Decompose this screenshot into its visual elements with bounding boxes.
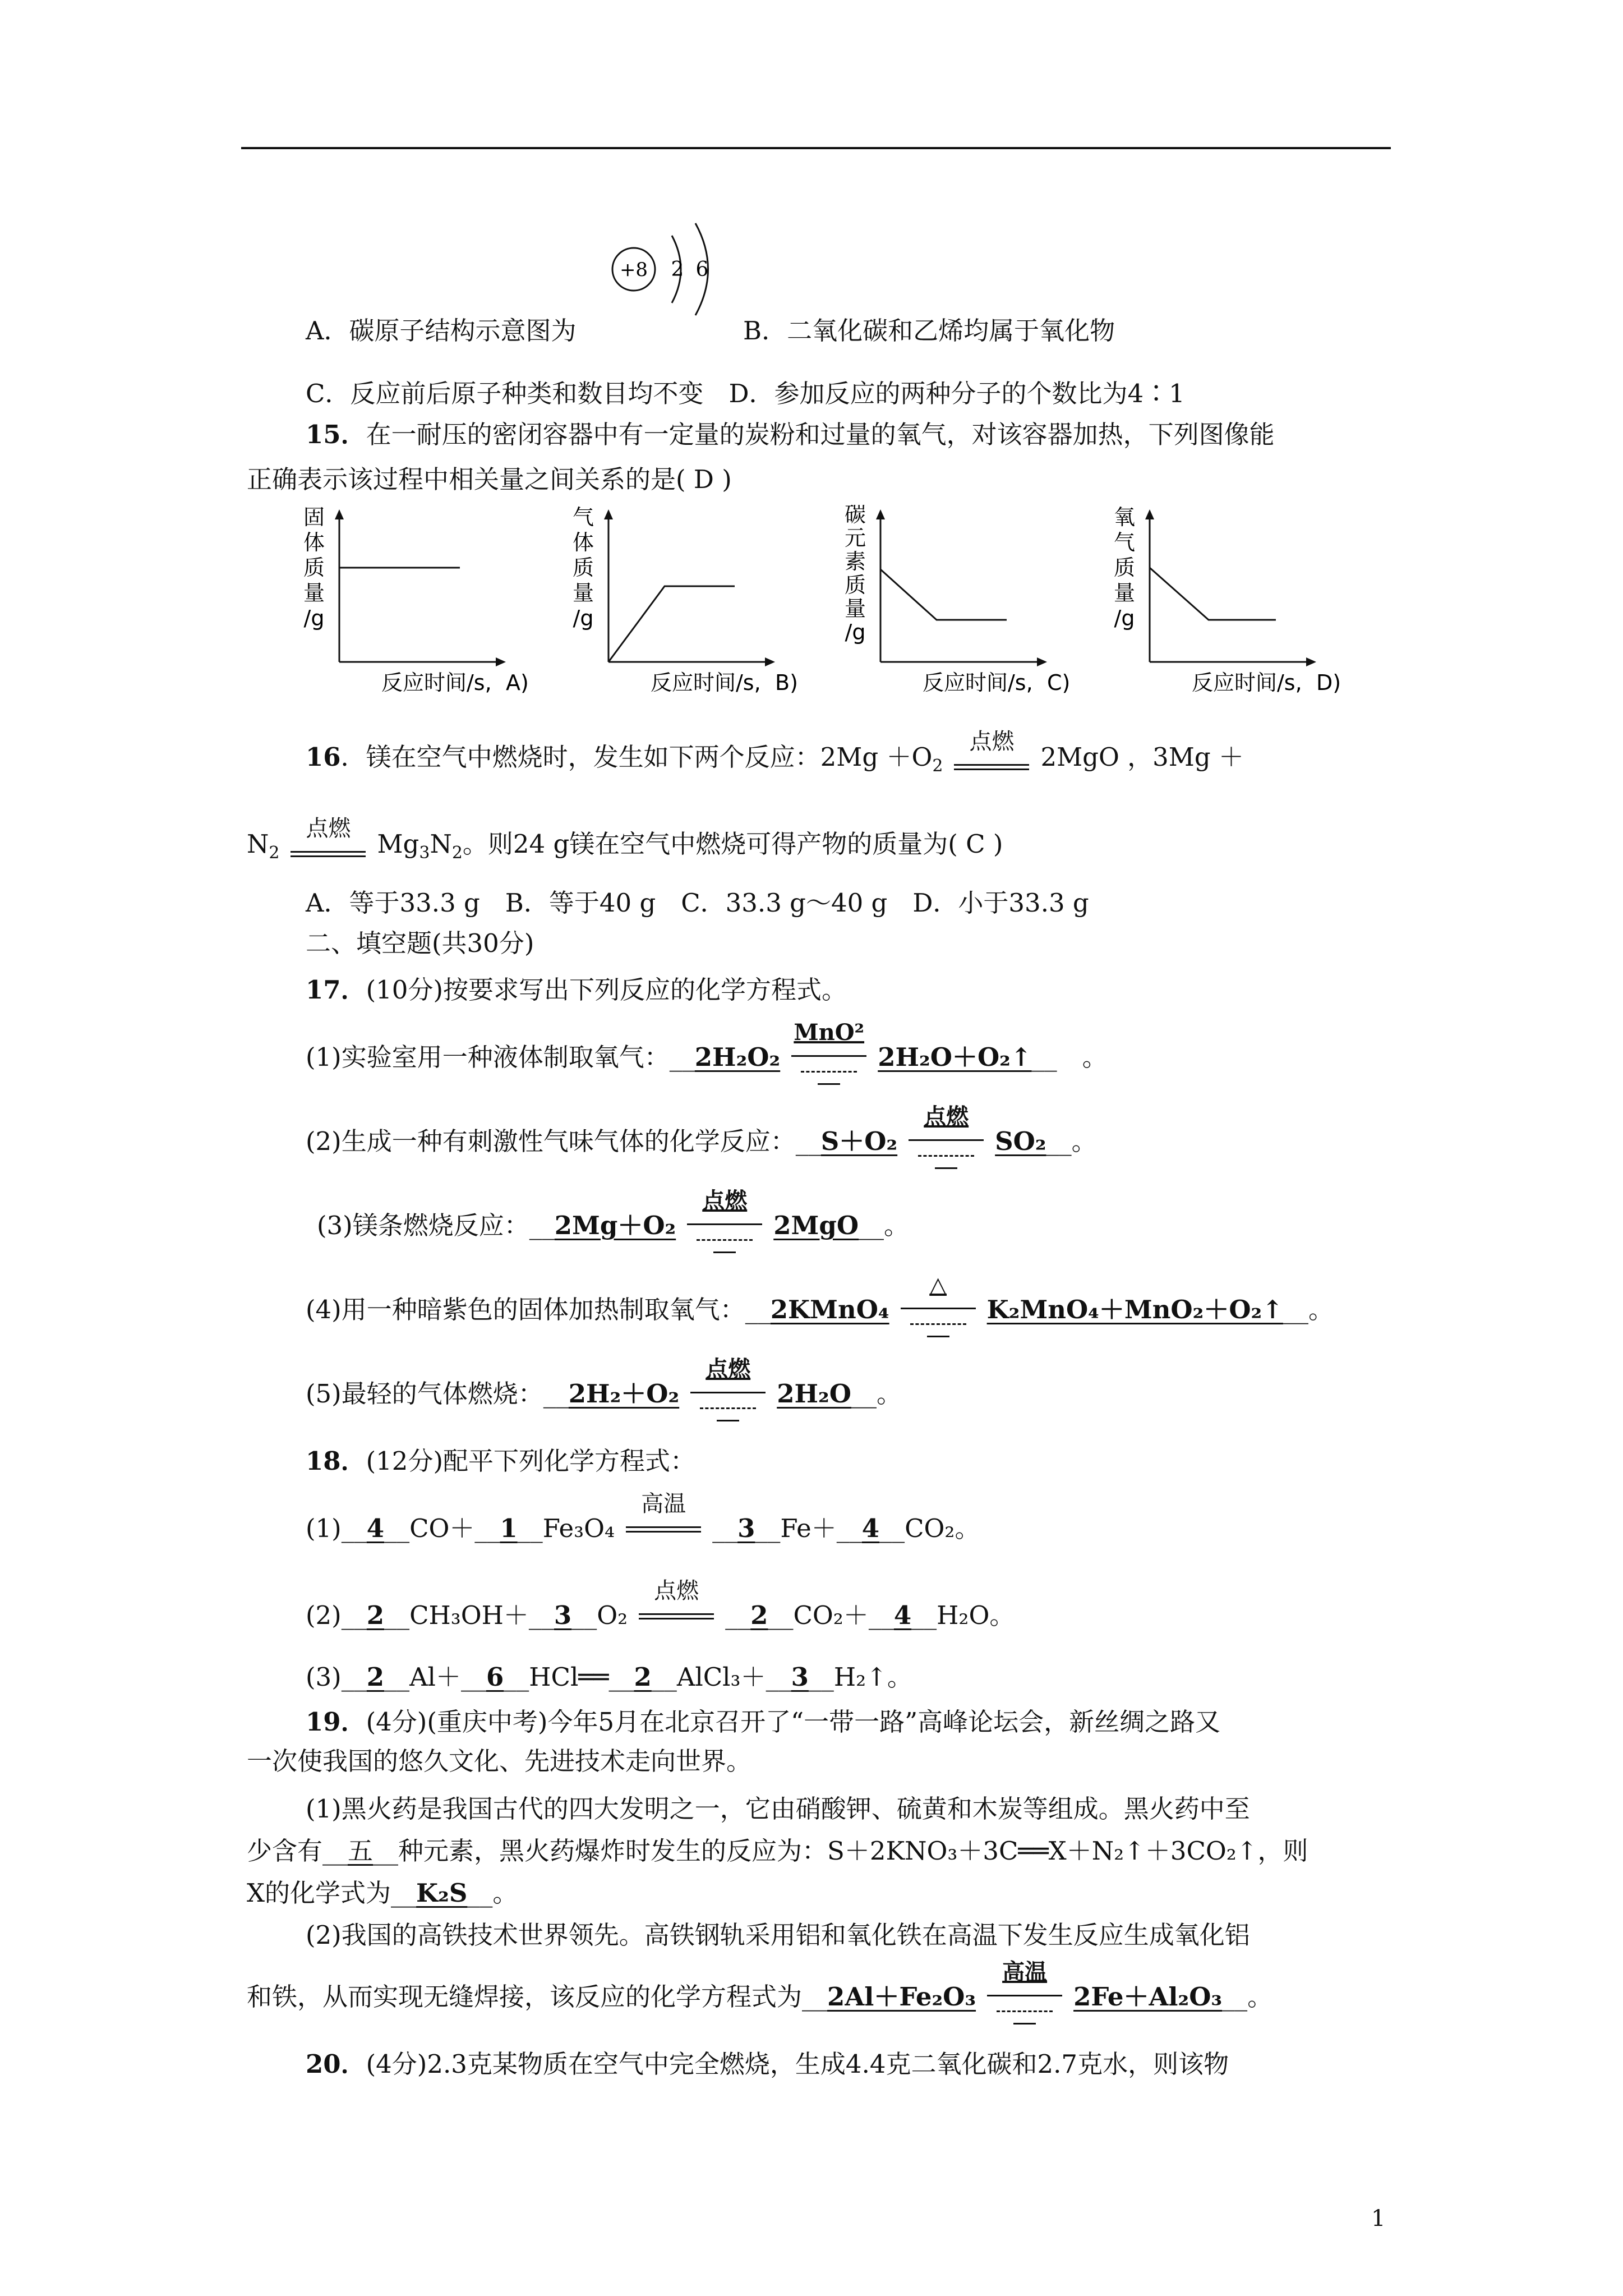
q18-line-2: (2)__2__CH₃OH＋__3__O₂ 点燃 __2__CO₂＋__4__H₂O。 bbox=[306, 1599, 1015, 1632]
graph-b-letter: B) bbox=[775, 670, 798, 695]
q18-heading bbox=[306, 1444, 695, 1478]
q16-line1: 16．镁在空气中燃烧时，发生如下两个反应：$2Mg +O_2$ 点燃 2MgO ，3Mg ＋ bbox=[306, 740, 1244, 783]
q16-cond-1: 点燃 bbox=[949, 749, 1034, 783]
q17-item-4: (4)用一种暗紫色的固体加热制取氧气：__2KMnO₄ △ K₂MnO₄＋MnO₂＋O₂↑__。 bbox=[306, 1293, 1334, 1327]
graph-a bbox=[297, 505, 544, 698]
graph-d-ylabel-4: /g bbox=[1114, 606, 1135, 631]
q20-number: 20． bbox=[306, 2049, 366, 2079]
graph-b-ylabel-3: 量 bbox=[572, 581, 594, 605]
q18-2-c2: 3 bbox=[554, 1600, 572, 1630]
q16-line2: $N_2$ 点燃 $Mg_3N_2$。则24 g镁在空气中燃烧可得产物的质量为( C ) bbox=[247, 827, 1003, 870]
q17-5-rhs: 2H₂O bbox=[777, 1379, 851, 1409]
q16-r1b: 2MgO ，3Mg ＋ bbox=[1040, 742, 1244, 772]
q18-1-c3: 3 bbox=[737, 1513, 755, 1543]
q17-4-rhs: K₂MnO₄＋MnO₂＋O₂↑ bbox=[986, 1295, 1283, 1324]
atom-nucleus: +8 bbox=[619, 259, 648, 281]
graph-d-xlabel: 反应时间/s, bbox=[1192, 670, 1302, 695]
q17-item-3: (3)镁条燃烧反应：__2Mg＋O₂ 点燃 2MgO__。 bbox=[317, 1209, 909, 1243]
q18-line-3: (3)__2__Al＋__6__HCl══__2__AlCl₃＋__3__H₂↑。 bbox=[306, 1662, 912, 1692]
q16-answer: C bbox=[966, 829, 985, 859]
q18-2-c3: 2 bbox=[750, 1600, 768, 1630]
q15-line1 bbox=[306, 418, 1275, 452]
q18-number: 18． bbox=[306, 1446, 366, 1476]
graph-d-ylabel-0: 氧 bbox=[1113, 505, 1136, 530]
graph-d-ylabel-2: 质 bbox=[1113, 555, 1136, 580]
q15-close: ) bbox=[722, 464, 732, 494]
graph-c-ylabel-5: /g bbox=[845, 620, 866, 645]
graph-d-ylabel-3: 量 bbox=[1113, 581, 1136, 605]
q17-4-cond: △ bbox=[896, 1293, 980, 1327]
q16-n2: N bbox=[247, 829, 269, 859]
q20-line bbox=[306, 2047, 1229, 2081]
q15-number: 15． bbox=[306, 420, 366, 449]
graph-c-ylabel-3: 质 bbox=[844, 573, 866, 597]
graph-b-ylabel-1: 体 bbox=[572, 530, 594, 555]
graph-c-ylabel-2: 素 bbox=[844, 549, 866, 574]
graph-a-ylabel-3: 量 bbox=[303, 581, 325, 605]
graph-c-ylabel-4: 量 bbox=[844, 596, 866, 621]
graph-b-ylabel-4: /g bbox=[573, 606, 594, 631]
q18-3-c1: 2 bbox=[366, 1662, 385, 1692]
q16-r1a: 2Mg ＋O bbox=[820, 742, 933, 772]
q17-5-lhs: 2H₂＋O₂ bbox=[568, 1379, 680, 1409]
q16-cond-2: 点燃 bbox=[286, 836, 370, 870]
q17-1-cond: MnO² bbox=[787, 1041, 871, 1074]
q18-line-1: (1)__4__CO＋__1__Fe₃O₄ 高温 __3__Fe＋__4__CO₂。 bbox=[306, 1512, 980, 1545]
q17-1-rhs: 2H₂O＋O₂↑ bbox=[878, 1042, 1032, 1072]
q18-3-c2: 6 bbox=[486, 1662, 504, 1692]
q14-option-d: D．参加反应的两种分子的个数比为4∶1 bbox=[728, 379, 1185, 408]
q19-answer-formula: K₂S bbox=[416, 1878, 468, 1908]
q19-eq-lhs: 2Al＋Fe₂O₃ bbox=[827, 1982, 976, 2012]
q17-4-lhs: 2KMnO₄ bbox=[770, 1295, 889, 1324]
graph-a-letter: A) bbox=[506, 670, 529, 695]
header-rule bbox=[241, 147, 1391, 149]
graph-d bbox=[1108, 505, 1354, 698]
q19-text1: (4分)(重庆中考)今年5月在北京召开了“一带一路”高峰论坛会，新丝绸之路又 bbox=[366, 1707, 1221, 1737]
q16-close: ) bbox=[993, 829, 1003, 859]
q20-text: (4分)2.3克某物质在空气中完全燃烧，生成4.4克二氧化碳和2.7克水，则该物 bbox=[366, 2049, 1229, 2079]
graph-a-ylabel-1: 体 bbox=[303, 530, 325, 555]
q18-2-c1: 2 bbox=[366, 1600, 385, 1630]
q14-option-b: B．二氧化碳和乙烯均属于氧化物 bbox=[743, 316, 1115, 346]
graph-c-xlabel: 反应时间/s, bbox=[923, 670, 1033, 695]
q15-answer: D bbox=[693, 464, 714, 494]
q17-2-rhs: SO₂ bbox=[995, 1126, 1046, 1156]
graph-a-xlabel: 反应时间/s, bbox=[381, 670, 492, 695]
q19-answer-elements: 五 bbox=[348, 1836, 374, 1866]
q18-text: (12分)配平下列化学方程式： bbox=[366, 1446, 695, 1476]
graph-d-letter: D) bbox=[1316, 670, 1341, 695]
q17-item-1: (1)实验室用一种液体制取氧气：__2H₂O₂ MnO² 2H₂O＋O₂↑__ 。 bbox=[306, 1041, 1108, 1074]
oxygen-atom-structure-diagram bbox=[606, 213, 729, 325]
q19-p2a: (2)我国的高铁技术世界领先。高铁钢轨采用铝和氧化铁在高温下发生反应生成氧化铝 bbox=[306, 1920, 1250, 1950]
q15-line2 bbox=[247, 463, 732, 496]
q16-text2: 。则24 g镁在空气中燃烧可得产物的质量为( bbox=[462, 829, 958, 859]
graph-b-ylabel-0: 气 bbox=[572, 505, 594, 530]
q14-options-cd bbox=[306, 377, 1185, 411]
q19-number: 19． bbox=[306, 1707, 366, 1737]
q16-text: ．镁在空气中燃烧时，发生如下两个反应： bbox=[340, 742, 820, 772]
graph-b-xlabel: 反应时间/s, bbox=[651, 670, 761, 695]
q15-text2: 正确表示该过程中相关量之间关系的是( bbox=[247, 464, 686, 494]
q17-item-5: (5)最轻的气体燃烧：__2H₂＋O₂ 点燃 2H₂O__。 bbox=[306, 1377, 902, 1411]
q18-1-c1: 4 bbox=[366, 1513, 385, 1543]
q17-5-cond: 点燃 bbox=[686, 1377, 770, 1411]
q17-item-2: (2)生成一种有刺激性气味气体的化学反应：__S＋O₂ 点燃 SO₂__。 bbox=[306, 1125, 1097, 1158]
q17-1-lhs: 2H₂O₂ bbox=[694, 1042, 781, 1072]
graph-c bbox=[838, 505, 1085, 698]
q17-2-lhs: S＋O₂ bbox=[820, 1126, 898, 1156]
graph-b bbox=[566, 505, 813, 698]
q17-number: 17． bbox=[306, 975, 366, 1005]
q16-options: A．等于33.3 g B．等于40 g C．33.3 g～40 g D．小于33.3 g bbox=[306, 888, 1089, 918]
q19-eq-cond: 高温 bbox=[983, 1980, 1067, 2014]
q14-option-a: A．碳原子结构示意图为 bbox=[306, 316, 577, 346]
q17-heading bbox=[306, 973, 847, 1007]
q18-1-c4: 4 bbox=[861, 1513, 880, 1543]
q17-text: (10分)按要求写出下列反应的化学方程式。 bbox=[366, 975, 847, 1005]
q19-line-1 bbox=[306, 1705, 1220, 1739]
q15-text1: 在一耐压的密闭容器中有一定量的炭粉和过量的氧气，对该容器加热，下列图像能 bbox=[366, 420, 1275, 449]
q18-2-c4: 4 bbox=[893, 1600, 912, 1630]
atom-shell-2: 6 bbox=[695, 258, 709, 281]
q18-1-c2: 1 bbox=[500, 1513, 518, 1543]
q14-option-c: C．反应前后原子种类和数目均不变 bbox=[306, 379, 704, 408]
q18-2-cond: 点燃 bbox=[634, 1599, 718, 1632]
q19-p1b: 少含有__五__种元素，黑火药爆炸时发生的反应为：S＋2KNO₃＋3C══X＋N₂↑＋3CO₂↑，则 bbox=[247, 1836, 1308, 1866]
q19-line-2: 一次使我国的悠久文化、先进技术走向世界。 bbox=[247, 1746, 752, 1776]
graph-d-ylabel-1: 气 bbox=[1113, 530, 1136, 555]
q17-2-cond: 点燃 bbox=[904, 1125, 988, 1158]
q19-p2b: 和铁，从而实现无缝焊接，该反应的化学方程式为__2Al＋Fe₂O₃ 高温 2Fe＋Al₂O₃__。 bbox=[247, 1980, 1272, 2014]
graph-a-ylabel-2: 质 bbox=[303, 555, 325, 580]
q16-r2: Mg bbox=[377, 829, 419, 859]
q16-number: 16 bbox=[306, 742, 341, 772]
atom-shell-1: 2 bbox=[671, 258, 684, 281]
graph-a-ylabel-4: /g bbox=[303, 606, 325, 631]
graph-c-letter: C) bbox=[1047, 670, 1071, 695]
section-2-heading: 二、填空题(共30分) bbox=[306, 928, 534, 958]
q18-1-cond: 高温 bbox=[621, 1512, 706, 1545]
q17-3-lhs: 2Mg＋O₂ bbox=[554, 1211, 676, 1240]
graph-a-ylabel-0: 固 bbox=[303, 505, 325, 530]
graph-c-ylabel-1: 元 bbox=[844, 526, 866, 550]
q18-3-c4: 3 bbox=[791, 1662, 809, 1692]
q19-p1c: X的化学式为__K₂S__。 bbox=[247, 1878, 518, 1908]
graph-c-ylabel-0: 碳 bbox=[844, 505, 866, 527]
q18-3-c3: 2 bbox=[634, 1662, 652, 1692]
q17-3-rhs: 2MgO bbox=[773, 1211, 859, 1240]
page-number: 1 bbox=[1371, 2206, 1386, 2231]
q16-r2b: N bbox=[430, 829, 452, 859]
q17-3-cond: 点燃 bbox=[683, 1209, 767, 1243]
q19-p1a: (1)黑火药是我国古代的四大发明之一，它由硝酸钾、硫黄和木炭等组成。黑火药中至 bbox=[306, 1794, 1250, 1824]
graph-b-ylabel-2: 质 bbox=[572, 555, 594, 580]
q19-eq-rhs: 2Fe＋Al₂O₃ bbox=[1073, 1982, 1223, 2012]
